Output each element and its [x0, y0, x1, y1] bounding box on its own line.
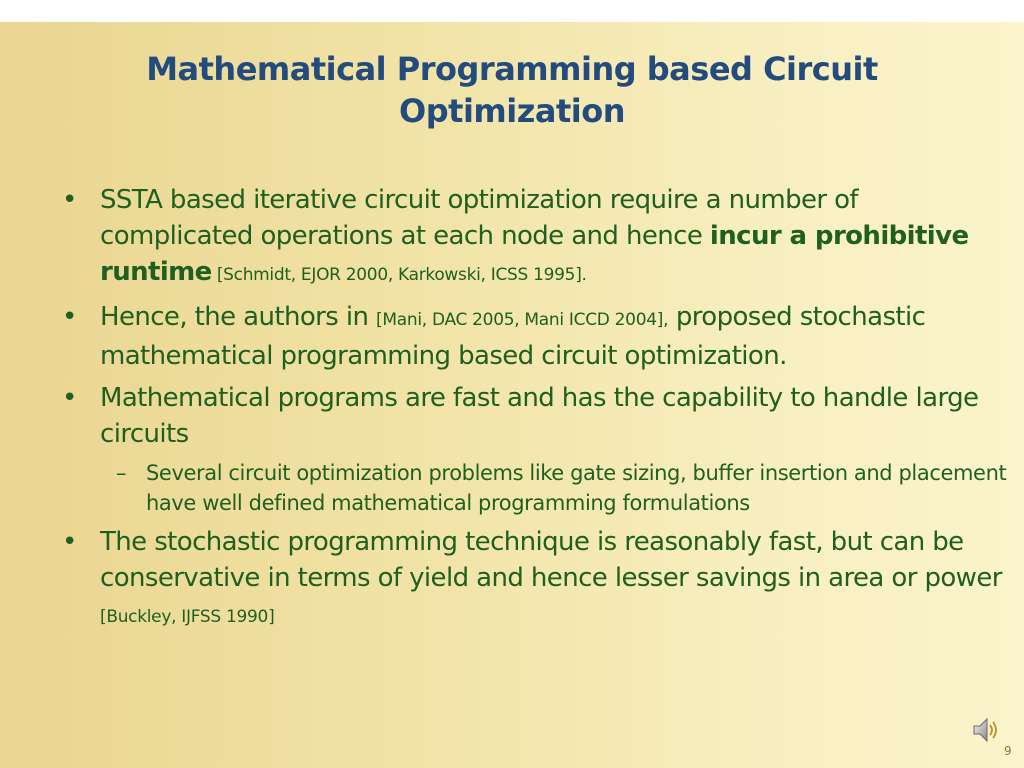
bullet-glyph: • — [62, 185, 77, 215]
bullet-text: Hence, the authors in — [100, 302, 377, 332]
sub-bullet-glyph: – — [116, 461, 127, 485]
bullet-text: The stochastic programming technique is reasonably fast, but can be conservative in terms of yield and hence lesser savings in area or power — [100, 527, 1002, 593]
bullet-item-1 — [56, 182, 1016, 293]
bullet-text-after: proposed stochastic mathematical programming based circuit optimization. — [100, 302, 926, 371]
bullet-text: Mathematical programs are fast and has the capability to handle large circuits — [100, 383, 979, 449]
bullet-emphasis: incur a prohibitive runtime — [100, 221, 969, 287]
slide-body — [56, 182, 1016, 641]
bullet-item-2 — [56, 299, 1016, 374]
sub-bullet-text: Several circuit optimization problems like gate sizing, buffer insertion and placement have well defined mathematical programming formulations — [146, 461, 1007, 515]
page-number: 9 — [1004, 744, 1012, 758]
bullet-glyph: • — [62, 302, 77, 332]
bullet-item-4 — [56, 524, 1016, 635]
slide-title: Mathematical Programming based Circuit Optimization — [146, 50, 878, 130]
bullet-text: SSTA based iterative circuit optimization require a number of complicated operations at each node and hence — [100, 185, 858, 251]
bullet-glyph: • — [62, 527, 77, 557]
bullet-item-3 — [56, 380, 1016, 452]
slide — [0, 22, 1024, 768]
bullet-citation: [Buckley, IJFSS 1990] — [100, 607, 275, 627]
bullet-citation: [Mani, DAC 2005, Mani ICCD 2004], — [376, 310, 669, 330]
bullet-glyph: • — [62, 383, 77, 413]
sub-bullet-item — [56, 458, 1016, 518]
bullet-citation: [Schmidt, EJOR 2000, Karkowski, ICSS 1995]. — [211, 265, 587, 285]
speaker-icon[interactable] — [970, 714, 1002, 746]
speaker-icon-graphic — [970, 714, 1002, 746]
